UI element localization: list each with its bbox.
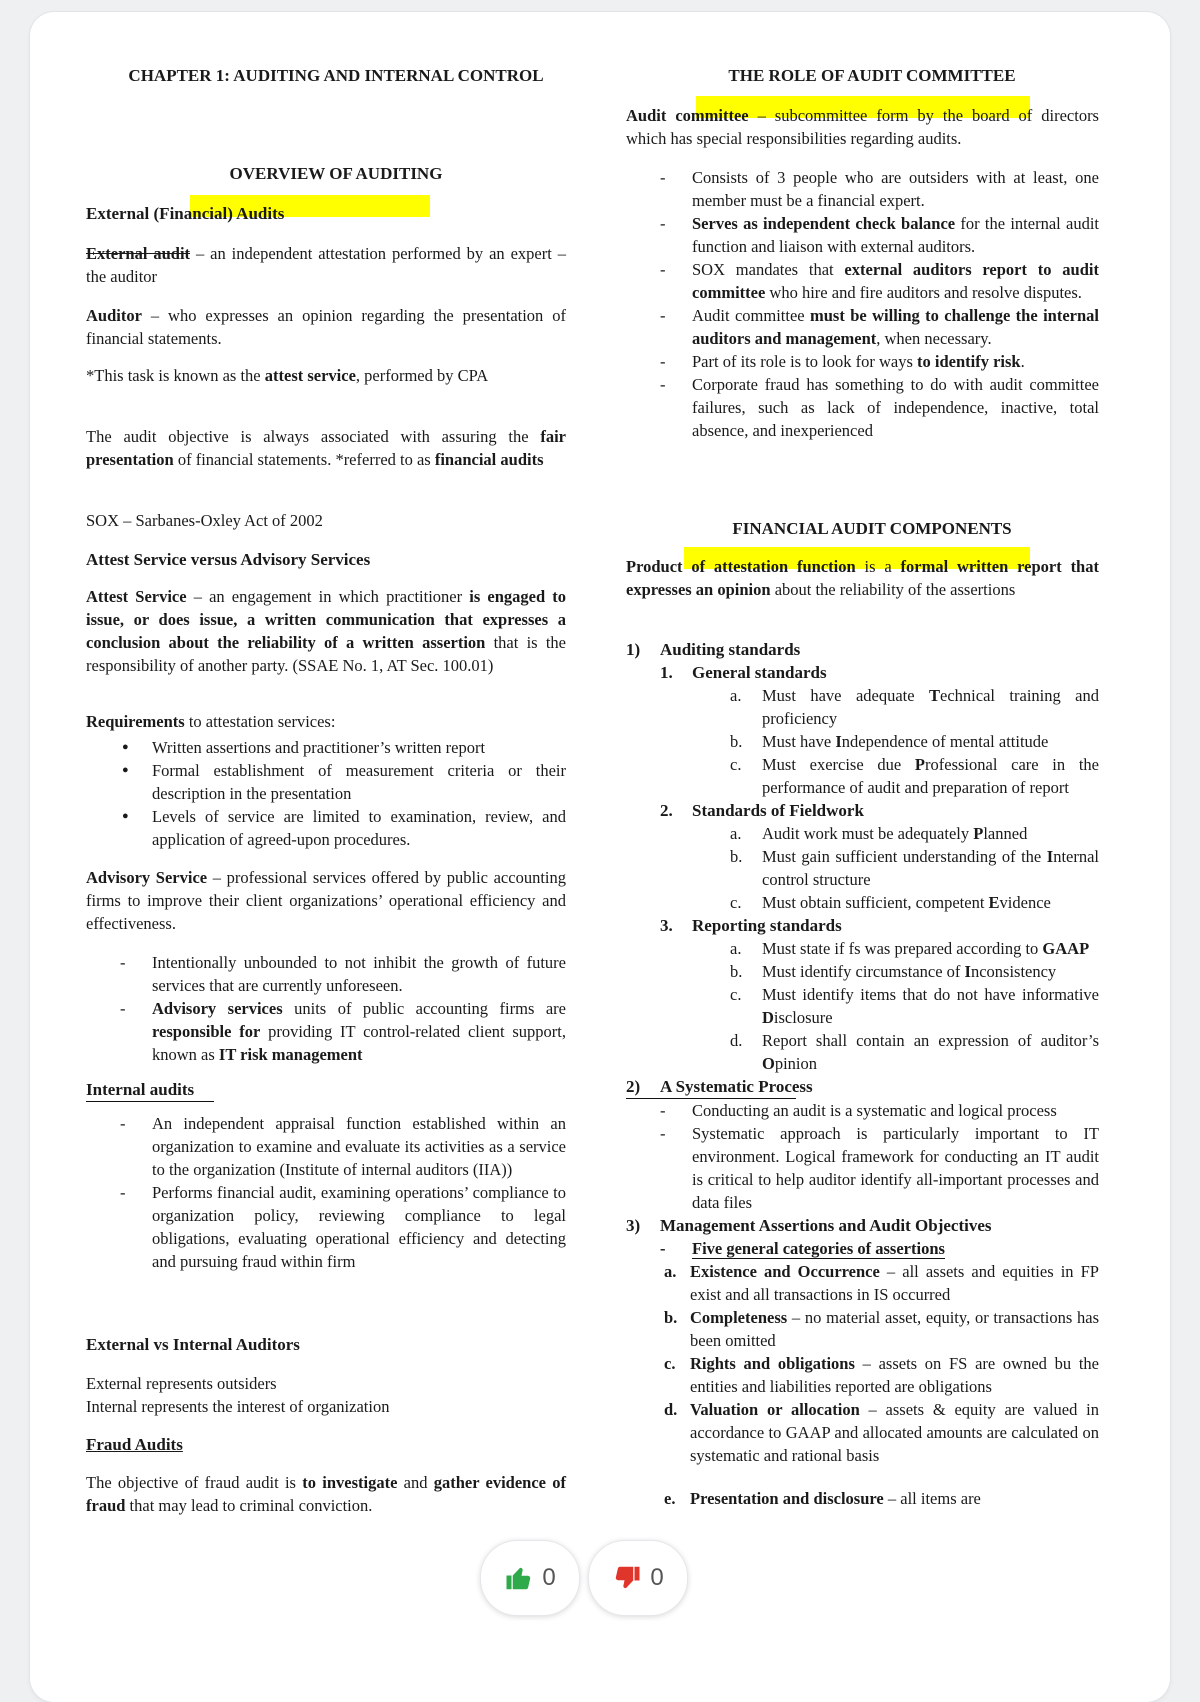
fraud-audits-heading: Fraud Audits bbox=[86, 1435, 183, 1454]
section-heading: 1) Auditing standards bbox=[626, 640, 801, 659]
list-item: c. Must exercise due Professional care in the performance of audit and preparation of report bbox=[730, 755, 1099, 797]
document-page bbox=[30, 12, 1170, 1702]
list-item: b. Must gain sufficient understanding of the Internal control structure bbox=[730, 847, 1099, 889]
sox-line: SOX – Sarbanes-Oxley Act of 2002 bbox=[86, 511, 323, 530]
subsection-heading: 3. Reporting standards bbox=[660, 916, 842, 935]
list-item: b. Must identify circumstance of Inconsistency bbox=[730, 962, 1057, 981]
list-item: c. Must identify items that do not have informative Disclosure bbox=[730, 985, 1099, 1027]
subsection-heading: 1. General standards bbox=[660, 663, 827, 682]
list-item: c. Rights and obligations – assets on FS are owned bu the entities and liabilities reported are obligations bbox=[664, 1354, 1100, 1396]
subsection-heading: 2. Standards of Fieldwork bbox=[660, 801, 864, 820]
list-item: c. Must obtain sufficient, competent Evidence bbox=[730, 893, 1051, 912]
fieldwork-standards-list bbox=[626, 822, 1099, 914]
reporting-standards-list bbox=[626, 937, 1099, 1075]
requirements-intro: Requirements to attestation services: bbox=[86, 712, 336, 731]
assertions-intro bbox=[626, 1237, 1099, 1260]
thumbs-down-icon bbox=[612, 1563, 642, 1593]
fraud-objective: The objective of fraud audit is to investigate and gather evidence of fraud that may lead to criminal conviction. bbox=[86, 1473, 566, 1515]
attest-service-definition: Attest Service – an engagement in which practitioner is engaged to issue, or does issue, a written communication that expresses a conclusion about the reliability of a written assertion that is the responsibility of another party. (SSAE No. 1, AT Sec. 100.01) bbox=[86, 587, 567, 675]
internal-audits-heading: Internal audits bbox=[86, 1080, 195, 1099]
auditor-definition: Auditor – who expresses an opinion regarding the presentation of financial statements. bbox=[86, 306, 566, 348]
attest-note: *This task is known as the attest service, performed by CPA bbox=[86, 366, 489, 385]
auditing-standards-section bbox=[626, 638, 1099, 1510]
systematic-process-list bbox=[626, 1099, 1099, 1214]
list-item: e. Presentation and disclosure – all items are bbox=[664, 1489, 981, 1508]
requirements-list bbox=[86, 736, 566, 851]
audit-objective: The audit objective is always associated with assuring the fair presentation of financial statements. *referred to as financial audits bbox=[86, 427, 566, 469]
chapter-title: CHAPTER 1: AUDITING AND INTERNAL CONTROL bbox=[128, 66, 544, 85]
external-audit-definition: External audit – an independent attestation performed by an expert – the auditor bbox=[86, 244, 566, 286]
list-item: - Systematic approach is particularly important to IT environment. Logical framework for conducting an IT audit is critical to help auditor identify all-important processes and data files bbox=[626, 1122, 1099, 1214]
list-item: d. Report shall contain an expression of auditor’s Opinion bbox=[730, 1031, 1099, 1073]
list-item: - An independent appraisal function established within an organization to examine and evaluate its activities as a service to the organization (Institute of internal auditors (IIA)) bbox=[86, 1112, 566, 1181]
committee-list bbox=[626, 166, 1099, 442]
section-heading: 2) A Systematic Process bbox=[626, 1077, 813, 1096]
list-item: - Performs financial audit, examining operations’ compliance to organization policy, reviewing compliance to legal obligations, evaluating operational efficiency and detecting and pursuing fraud within firm bbox=[86, 1181, 566, 1273]
list-item: a. Must have adequate Technical training and proficiency bbox=[730, 686, 1100, 728]
attest-vs-advisory-heading: Attest Service versus Advisory Services bbox=[86, 550, 371, 569]
list-item: b. Completeness – no material asset, equity, or transactions has been omitted bbox=[664, 1308, 1099, 1350]
heading-underline bbox=[86, 1101, 214, 1102]
list-item: - Intentionally unbounded to not inhibit the growth of future services that are currently unforeseen. bbox=[86, 951, 566, 997]
product-statement: Product of attestation function is a formal written report that expresses an opinion about the reliability of the assertions bbox=[626, 557, 1099, 599]
upvote-count: 0 bbox=[542, 1564, 556, 1591]
list-item: ● Formal establishment of measurement criteria or their description in the presentation bbox=[86, 759, 566, 805]
role-heading: THE ROLE OF AUDIT COMMITTEE bbox=[728, 66, 1016, 85]
list-item: a. Existence and Occurrence – all assets and equities in FP exist and all transactions in IS occurred bbox=[664, 1262, 1099, 1304]
list-item: d. Valuation or allocation – assets & equity are valued in accordance to GAAP and allocated amounts are calculated on systematic and rational basis bbox=[664, 1400, 1099, 1465]
upvote-button[interactable] bbox=[480, 1540, 580, 1616]
general-standards-list bbox=[626, 684, 1099, 799]
list-item: a. Audit work must be adequately Planned bbox=[730, 824, 1028, 843]
list-item: - Consists of 3 people who are outsiders with at least, one member must be a financial expert. bbox=[626, 166, 1099, 212]
list-item: - Audit committee must be willing to challenge the internal auditors and management, when necessary. bbox=[626, 304, 1099, 350]
list-item: - Advisory services units of public accounting firms are responsible for providing IT control-related client support, known as IT risk management bbox=[86, 997, 566, 1066]
advisory-definition: Advisory Service – professional services offered by public accounting firms to improve their client organizations’ operational efficiency and effectiveness. bbox=[86, 868, 566, 933]
section-heading: 3) Management Assertions and Audit Objectives bbox=[626, 1216, 992, 1235]
list-item: - Serves as independent check balance for the internal audit function and liaison with external auditors. bbox=[626, 212, 1099, 258]
list-item: - Conducting an audit is a systematic and logical process bbox=[626, 1099, 1099, 1122]
list-item: a. Must state if fs was prepared according to GAAP bbox=[730, 939, 1090, 958]
advisory-list bbox=[86, 951, 566, 1066]
list-item: ● Written assertions and practitioner’s written report bbox=[86, 736, 566, 759]
list-item: - Part of its role is to look for ways to identify risk. bbox=[626, 350, 1099, 373]
thumbs-up-icon bbox=[504, 1563, 534, 1593]
downvote-count: 0 bbox=[650, 1564, 664, 1591]
components-heading: FINANCIAL AUDIT COMPONENTS bbox=[732, 519, 1012, 538]
assertions-list bbox=[626, 1260, 1099, 1510]
committee-definition: Audit committee – subcommittee form by the board of directors which has special responsibilities regarding audits. bbox=[626, 106, 1099, 148]
overview-heading: OVERVIEW OF AUDITING bbox=[229, 164, 443, 183]
list-item: - Five general categories of assertions bbox=[626, 1237, 1099, 1260]
list-item: - SOX mandates that external auditors report to audit committee who hire and fire auditors and resolve disputes. bbox=[626, 258, 1099, 304]
ext-vs-int-heading: External vs Internal Auditors bbox=[86, 1335, 300, 1354]
internal-represents: Internal represents the interest of organization bbox=[86, 1397, 390, 1416]
internal-audits-list bbox=[86, 1112, 566, 1273]
list-item: ● Levels of service are limited to examination, review, and application of agreed-upon procedures. bbox=[86, 805, 566, 851]
list-item: b. Must have Independence of mental attitude bbox=[730, 732, 1049, 751]
downvote-button[interactable] bbox=[588, 1540, 688, 1616]
list-item: - Corporate fraud has something to do with audit committee failures, such as lack of independence, inactive, total absence, and inexperienced bbox=[626, 373, 1099, 442]
external-represents: External represents outsiders bbox=[86, 1374, 277, 1393]
external-audits-heading: External (Financial) Audits bbox=[86, 204, 285, 223]
